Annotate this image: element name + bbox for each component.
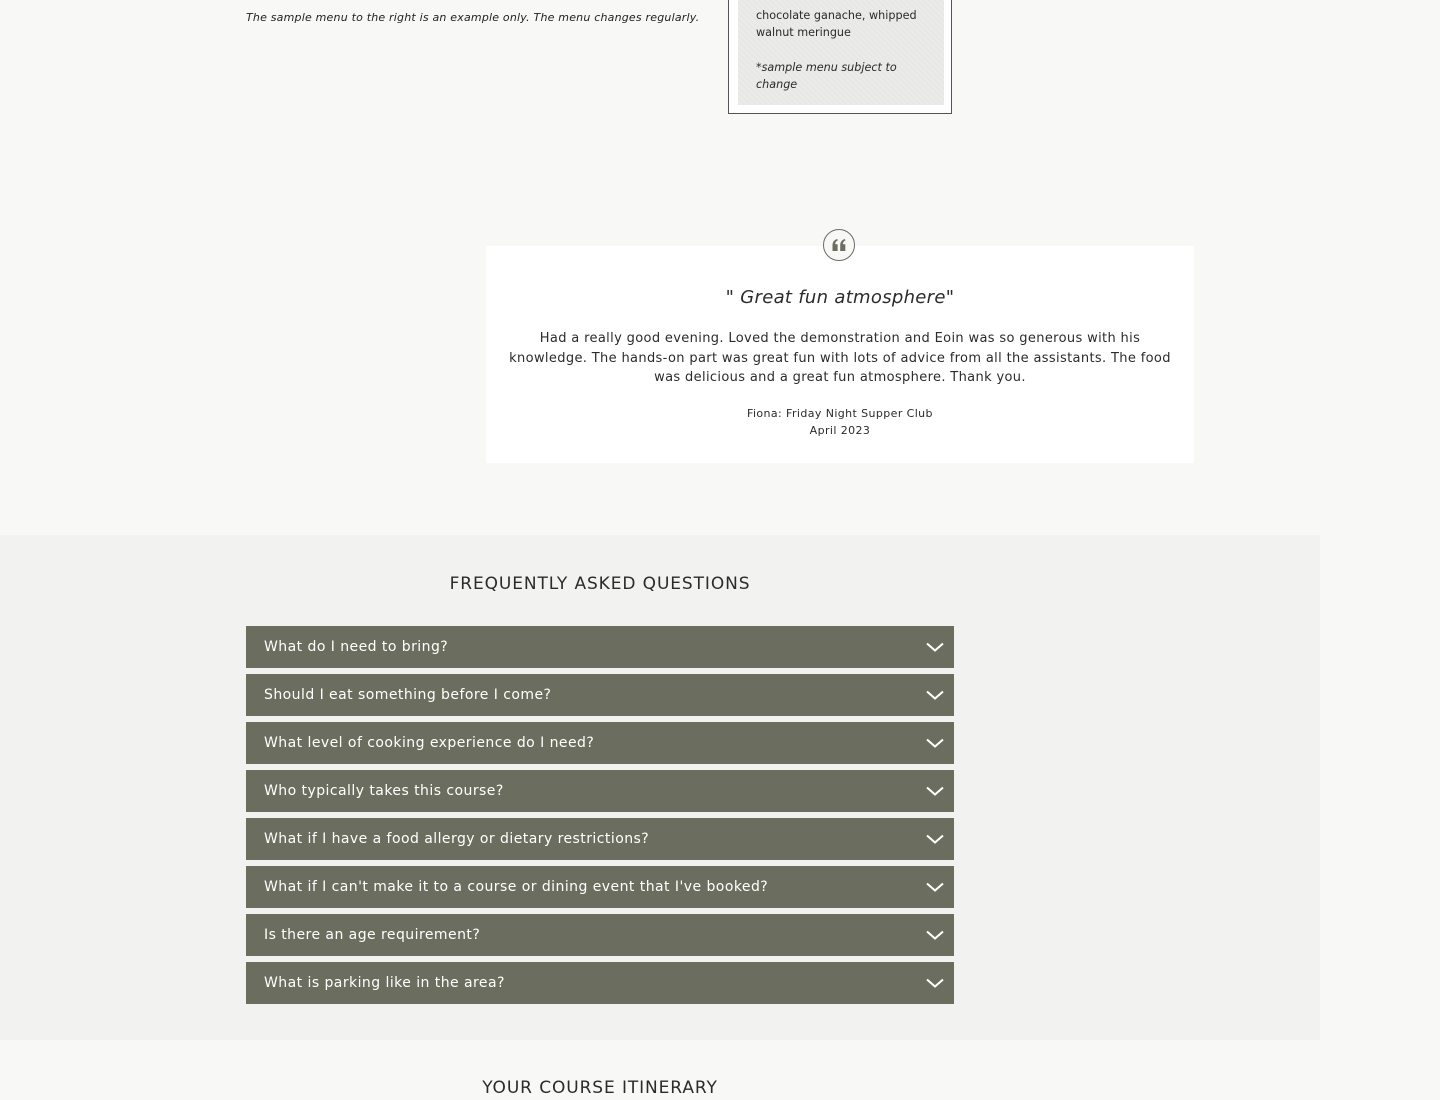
sample-menu-dessert: chocolate ganache, whipped walnut meringue	[756, 9, 917, 39]
faq-item-what-to-bring[interactable]	[246, 626, 954, 668]
testimonial-attribution	[486, 405, 1194, 439]
chevron-down-icon	[924, 832, 946, 846]
sample-menu-card	[728, 0, 952, 114]
faq-item-parking[interactable]	[246, 962, 954, 1004]
testimonial-card	[486, 246, 1194, 463]
testimonial-author: Fiona: Friday Night Supper Club	[747, 407, 933, 420]
faq-section	[0, 535, 1320, 1040]
chevron-down-icon	[924, 688, 946, 702]
itinerary-heading: YOUR COURSE ITINERARY	[482, 1078, 718, 1098]
faq-question: Should I eat something before I come?	[264, 687, 552, 703]
faq-question: Is there an age requirement?	[264, 927, 481, 943]
quote-icon	[823, 229, 855, 261]
faq-question: What level of cooking experience do I need?	[264, 735, 595, 751]
chevron-down-icon	[924, 784, 946, 798]
faq-question: Who typically takes this course?	[264, 783, 504, 799]
faq-question: What if I have a food allergy or dietary restrictions?	[264, 831, 650, 847]
faq-item-age-requirement[interactable]	[246, 914, 954, 956]
chevron-down-icon	[924, 976, 946, 990]
faq-item-experience-level[interactable]	[246, 722, 954, 764]
chevron-down-icon	[924, 640, 946, 654]
chevron-down-icon	[924, 880, 946, 894]
testimonial-date: April 2023	[809, 424, 871, 437]
faq-question: What if I can't make it to a course or dining event that I've booked?	[264, 879, 769, 895]
faq-item-eat-before[interactable]	[246, 674, 954, 716]
faq-question: What is parking like in the area?	[264, 975, 505, 991]
faq-accordion	[246, 626, 954, 1010]
testimonial-body: Had a really good evening. Loved the demonstration and Eoin was so generous with his knowledge. The hands-on part was great fun with lots of advice from all the assistants. The food was delicious and a great fun atmosphere. Thank you.	[509, 331, 1171, 385]
faq-item-cancellation[interactable]	[246, 866, 954, 908]
chevron-down-icon	[924, 736, 946, 750]
faq-question: What do I need to bring?	[264, 639, 449, 655]
faq-item-who-takes-course[interactable]	[246, 770, 954, 812]
sample-menu-disclaimer: *sample menu subject to change	[756, 61, 897, 91]
faq-heading: FREQUENTLY ASKED QUESTIONS	[449, 574, 751, 594]
sample-menu-paper	[738, 0, 944, 105]
faq-item-food-allergy[interactable]	[246, 818, 954, 860]
testimonial-title: " Great fun atmosphere"	[725, 287, 955, 308]
chevron-down-icon	[924, 928, 946, 942]
sample-menu-note: The sample menu to the right is an example only. The menu changes regularly.	[246, 11, 700, 24]
